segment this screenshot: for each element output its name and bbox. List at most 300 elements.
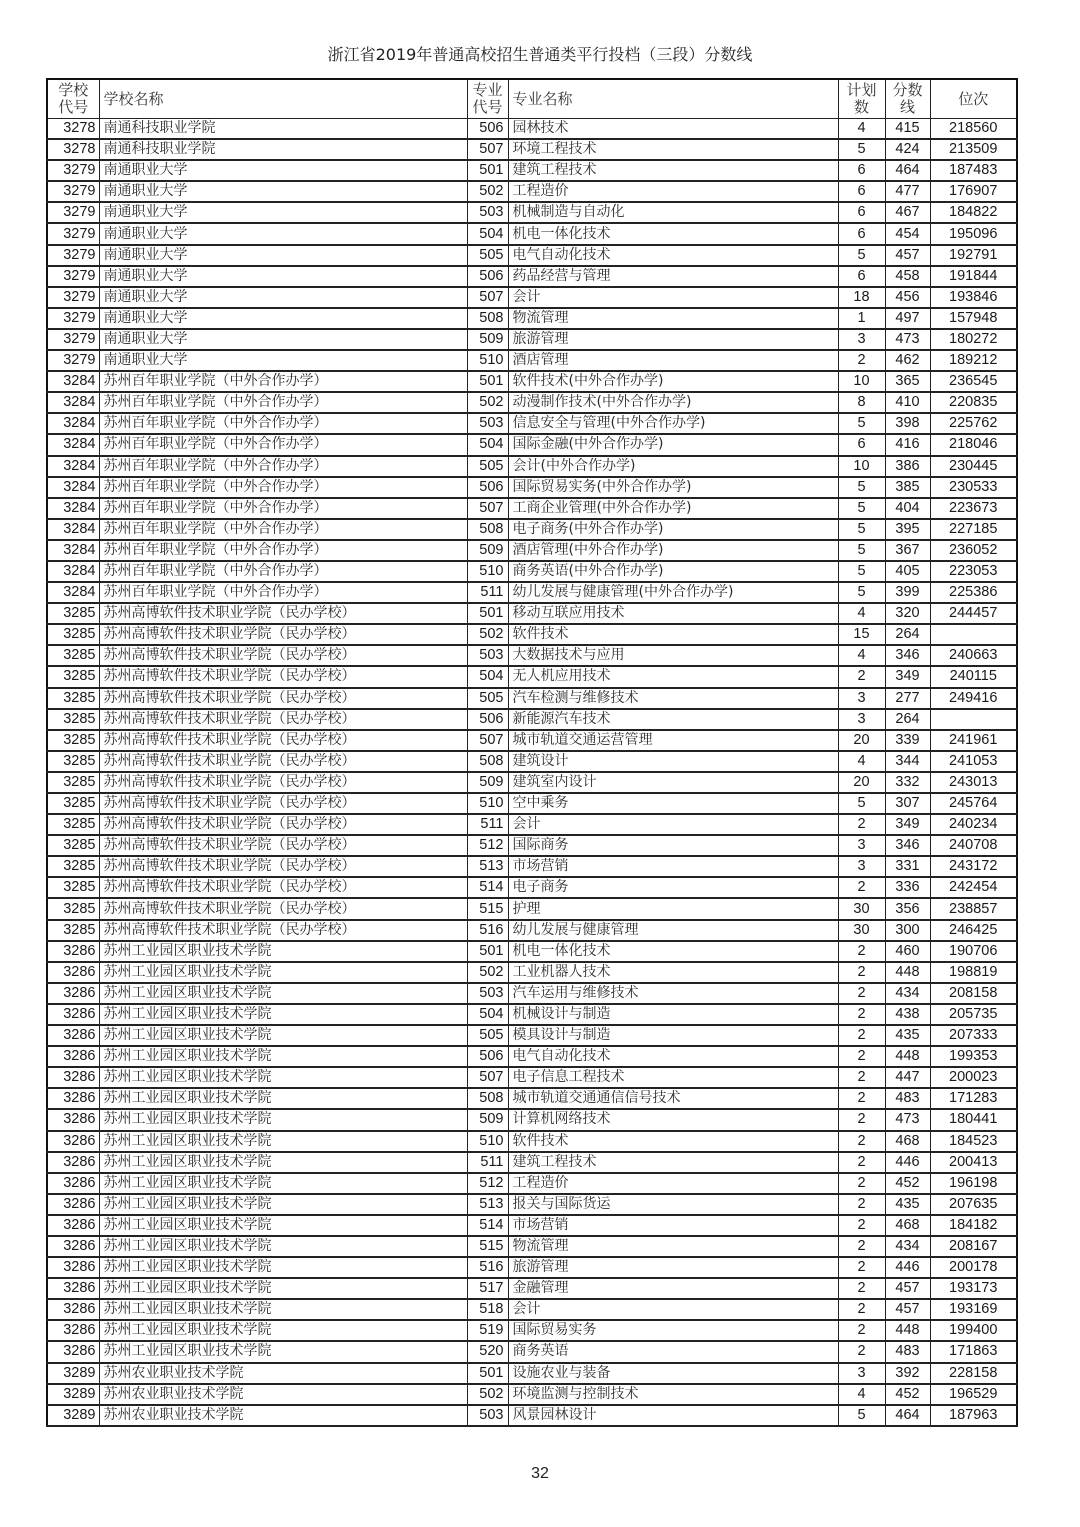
plan-count-cell: 2	[838, 1257, 885, 1278]
major-name-cell: 建筑室内设计	[508, 772, 838, 793]
major-name-cell: 酒店管理	[508, 350, 838, 371]
school-name-cell: 苏州高博软件技术职业学院（民办学校）	[99, 603, 467, 624]
plan-count-cell: 2	[838, 1194, 885, 1215]
school-name-cell: 苏州工业园区职业技术学院	[99, 1088, 467, 1109]
major-code-cell: 509	[467, 1109, 508, 1130]
major-name-cell: 工商企业管理(中外合作办学)	[508, 498, 838, 519]
score-line-cell: 468	[885, 1131, 930, 1152]
major-code-cell: 507	[467, 730, 508, 751]
table-row	[47, 1320, 1017, 1341]
major-name-cell: 汽车检测与维修技术	[508, 688, 838, 709]
major-code-cell: 509	[467, 540, 508, 561]
school-name-cell: 苏州工业园区职业技术学院	[99, 1004, 467, 1025]
major-name-cell: 幼儿发展与健康管理	[508, 920, 838, 941]
score-line-cell: 277	[885, 688, 930, 709]
table-row	[47, 139, 1017, 160]
school-name-cell: 苏州百年职业学院（中外合作办学）	[99, 413, 467, 434]
major-name-cell: 国际金融(中外合作办学)	[508, 434, 838, 455]
major-code-cell: 508	[467, 1088, 508, 1109]
score-line-cell: 356	[885, 898, 930, 919]
plan-count-cell: 4	[838, 603, 885, 624]
table-row	[47, 561, 1017, 582]
school-name-cell: 苏州高博软件技术职业学院（民办学校）	[99, 898, 467, 919]
table-row	[47, 793, 1017, 814]
score-line-cell: 410	[885, 392, 930, 413]
school-code-cell: 3285	[47, 793, 99, 814]
score-line-cell: 344	[885, 751, 930, 772]
header-plan	[838, 79, 885, 119]
table-row	[47, 413, 1017, 434]
school-name-cell: 苏州高博软件技术职业学院（民办学校）	[99, 730, 467, 751]
rank-cell: 171283	[930, 1088, 1017, 1109]
score-line-cell: 448	[885, 1320, 930, 1341]
rank-cell: 193173	[930, 1278, 1017, 1299]
major-code-cell: 502	[467, 1384, 508, 1405]
table-row	[47, 1299, 1017, 1320]
score-line-cell: 320	[885, 603, 930, 624]
major-name-cell: 会计	[508, 1299, 838, 1320]
school-code-cell: 3284	[47, 434, 99, 455]
document-title: 浙江省2019年普通高校招生普通类平行投档（三段）分数线	[327, 45, 753, 64]
rank-cell: 207635	[930, 1194, 1017, 1215]
school-code-cell: 3286	[47, 1131, 99, 1152]
score-line-cell: 435	[885, 1194, 930, 1215]
rank-cell: 157948	[930, 308, 1017, 329]
plan-count-cell: 5	[838, 540, 885, 561]
major-code-cell: 510	[467, 561, 508, 582]
table-row	[47, 582, 1017, 603]
rank-cell: 193846	[930, 287, 1017, 308]
score-line-cell: 434	[885, 1236, 930, 1257]
school-code-cell: 3285	[47, 772, 99, 793]
major-code-cell: 509	[467, 329, 508, 350]
major-code-cell: 504	[467, 1004, 508, 1025]
table-row	[47, 983, 1017, 1004]
major-name-cell: 金融管理	[508, 1278, 838, 1299]
plan-count-cell: 5	[838, 498, 885, 519]
major-name-cell: 城市轨道交通通信信号技术	[508, 1088, 838, 1109]
major-name-cell: 机械制造与自动化	[508, 202, 838, 223]
table-row	[47, 223, 1017, 244]
table-row	[47, 856, 1017, 877]
school-name-cell: 苏州工业园区职业技术学院	[99, 1046, 467, 1067]
school-name-cell: 苏州百年职业学院（中外合作办学）	[99, 519, 467, 540]
table-row	[47, 1278, 1017, 1299]
major-name-cell: 工程造价	[508, 1173, 838, 1194]
table-row	[47, 709, 1017, 730]
rank-cell: 225386	[930, 582, 1017, 603]
major-name-cell: 大数据技术与应用	[508, 645, 838, 666]
major-code-cell: 503	[467, 202, 508, 223]
plan-count-cell: 2	[838, 877, 885, 898]
major-name-cell: 汽车运用与维修技术	[508, 983, 838, 1004]
major-name-cell: 环境工程技术	[508, 139, 838, 160]
major-code-cell: 507	[467, 498, 508, 519]
score-line-cell: 462	[885, 350, 930, 371]
score-line-cell: 415	[885, 119, 930, 140]
school-code-cell: 3286	[47, 1152, 99, 1173]
major-code-cell: 506	[467, 1046, 508, 1067]
school-code-cell: 3286	[47, 1173, 99, 1194]
score-line-cell: 460	[885, 941, 930, 962]
plan-count-cell: 2	[838, 1025, 885, 1046]
major-code-cell: 505	[467, 688, 508, 709]
major-code-cell: 502	[467, 181, 508, 202]
score-line-cell: 398	[885, 413, 930, 434]
score-line-cell: 457	[885, 1278, 930, 1299]
school-name-cell: 苏州工业园区职业技术学院	[99, 1194, 467, 1215]
school-name-cell: 苏州工业园区职业技术学院	[99, 1278, 467, 1299]
major-name-cell: 会计	[508, 814, 838, 835]
major-name-cell: 设施农业与装备	[508, 1363, 838, 1384]
major-code-cell: 504	[467, 434, 508, 455]
major-code-cell: 516	[467, 920, 508, 941]
school-name-cell: 苏州工业园区职业技术学院	[99, 1257, 467, 1278]
rank-cell: 193169	[930, 1299, 1017, 1320]
rank-cell: 223053	[930, 561, 1017, 582]
major-name-cell: 商务英语	[508, 1341, 838, 1362]
major-name-cell: 国际贸易实务(中外合作办学)	[508, 477, 838, 498]
major-name-cell: 电气自动化技术	[508, 245, 838, 266]
rank-cell: 227185	[930, 519, 1017, 540]
rank-cell: 218046	[930, 434, 1017, 455]
major-name-cell: 机电一体化技术	[508, 941, 838, 962]
major-name-cell: 护理	[508, 898, 838, 919]
major-name-cell: 工程造价	[508, 181, 838, 202]
table-row	[47, 962, 1017, 983]
table-row	[47, 1363, 1017, 1384]
score-line-cell: 349	[885, 814, 930, 835]
score-line-cell: 435	[885, 1025, 930, 1046]
school-name-cell: 苏州高博软件技术职业学院（民办学校）	[99, 772, 467, 793]
score-line-cell: 457	[885, 1299, 930, 1320]
rank-cell: 243172	[930, 856, 1017, 877]
school-name-cell: 苏州高博软件技术职业学院（民办学校）	[99, 877, 467, 898]
rank-cell: 192791	[930, 245, 1017, 266]
school-name-cell: 南通科技职业学院	[99, 119, 467, 140]
major-code-cell: 515	[467, 898, 508, 919]
rank-cell: 213509	[930, 139, 1017, 160]
school-code-cell: 3286	[47, 962, 99, 983]
major-name-cell: 建筑设计	[508, 751, 838, 772]
school-name-cell: 南通职业大学	[99, 181, 467, 202]
score-line-cell: 346	[885, 835, 930, 856]
score-line-cell: 464	[885, 1405, 930, 1426]
plan-count-cell: 4	[838, 751, 885, 772]
score-line-cell: 365	[885, 371, 930, 392]
score-line-cell: 464	[885, 160, 930, 181]
header-school-code-line1: 学校	[58, 81, 89, 99]
table-row	[47, 160, 1017, 181]
rank-cell	[930, 709, 1017, 730]
major-name-cell: 软件技术(中外合作办学)	[508, 371, 838, 392]
plan-count-cell: 2	[838, 1088, 885, 1109]
school-name-cell: 苏州百年职业学院（中外合作办学）	[99, 456, 467, 477]
school-name-cell: 苏州高博软件技术职业学院（民办学校）	[99, 856, 467, 877]
school-code-cell: 3286	[47, 1194, 99, 1215]
rank-cell: 205735	[930, 1004, 1017, 1025]
table-row	[47, 371, 1017, 392]
score-line-cell: 446	[885, 1257, 930, 1278]
school-name-cell: 苏州工业园区职业技术学院	[99, 1320, 467, 1341]
rank-cell: 184182	[930, 1215, 1017, 1236]
major-code-cell: 504	[467, 666, 508, 687]
table-row	[47, 1152, 1017, 1173]
plan-count-cell: 1	[838, 308, 885, 329]
score-line-cell: 367	[885, 540, 930, 561]
plan-count-cell: 10	[838, 371, 885, 392]
major-code-cell: 503	[467, 983, 508, 1004]
major-code-cell: 512	[467, 1173, 508, 1194]
plan-count-cell: 5	[838, 519, 885, 540]
table-row	[47, 1173, 1017, 1194]
table-row	[47, 181, 1017, 202]
header-major-code-line1: 专业	[472, 81, 503, 99]
school-name-cell: 苏州工业园区职业技术学院	[99, 983, 467, 1004]
school-name-cell: 苏州农业职业技术学院	[99, 1405, 467, 1426]
rank-cell: 249416	[930, 688, 1017, 709]
school-name-cell: 南通职业大学	[99, 329, 467, 350]
school-name-cell: 苏州工业园区职业技术学院	[99, 1215, 467, 1236]
score-line-cell: 307	[885, 793, 930, 814]
school-name-cell: 苏州工业园区职业技术学院	[99, 1131, 467, 1152]
school-code-cell: 3284	[47, 392, 99, 413]
major-code-cell: 502	[467, 392, 508, 413]
major-code-cell: 511	[467, 814, 508, 835]
table-row	[47, 688, 1017, 709]
school-name-cell: 苏州工业园区职业技术学院	[99, 1236, 467, 1257]
major-name-cell: 模具设计与制造	[508, 1025, 838, 1046]
school-name-cell: 南通职业大学	[99, 202, 467, 223]
rank-cell: 196529	[930, 1384, 1017, 1405]
major-name-cell: 工业机器人技术	[508, 962, 838, 983]
score-line-cell: 448	[885, 1046, 930, 1067]
major-name-cell: 报关与国际货运	[508, 1194, 838, 1215]
school-code-cell: 3284	[47, 519, 99, 540]
school-name-cell: 苏州农业职业技术学院	[99, 1384, 467, 1405]
header-score	[885, 79, 930, 119]
rank-cell: 187483	[930, 160, 1017, 181]
school-name-cell: 苏州百年职业学院（中外合作办学）	[99, 371, 467, 392]
rank-cell: 236545	[930, 371, 1017, 392]
rank-cell: 220835	[930, 392, 1017, 413]
header-score-line2: 线	[899, 98, 915, 116]
score-line-cell: 452	[885, 1384, 930, 1405]
school-code-cell: 3286	[47, 1299, 99, 1320]
table-row	[47, 498, 1017, 519]
table-row	[47, 1384, 1017, 1405]
rank-cell: 244457	[930, 603, 1017, 624]
plan-count-cell: 2	[838, 1004, 885, 1025]
score-line-cell: 477	[885, 181, 930, 202]
school-name-cell: 苏州工业园区职业技术学院	[99, 941, 467, 962]
major-name-cell: 国际商务	[508, 835, 838, 856]
major-code-cell: 502	[467, 962, 508, 983]
rank-cell: 171863	[930, 1341, 1017, 1362]
score-line-cell: 300	[885, 920, 930, 941]
major-code-cell: 505	[467, 456, 508, 477]
school-name-cell: 南通职业大学	[99, 223, 467, 244]
plan-count-cell: 5	[838, 477, 885, 498]
school-name-cell: 苏州高博软件技术职业学院（民办学校）	[99, 645, 467, 666]
score-line-cell: 346	[885, 645, 930, 666]
school-name-cell: 苏州高博软件技术职业学院（民办学校）	[99, 688, 467, 709]
major-name-cell: 机电一体化技术	[508, 223, 838, 244]
major-name-cell: 建筑工程技术	[508, 1152, 838, 1173]
table-row	[47, 1088, 1017, 1109]
table-row	[47, 1236, 1017, 1257]
school-code-cell: 3279	[47, 245, 99, 266]
major-code-cell: 510	[467, 350, 508, 371]
table-row	[47, 119, 1017, 140]
major-name-cell: 市场营销	[508, 1215, 838, 1236]
table-row	[47, 350, 1017, 371]
major-code-cell: 511	[467, 582, 508, 603]
rank-cell: 240115	[930, 666, 1017, 687]
school-name-cell: 苏州百年职业学院（中外合作办学）	[99, 561, 467, 582]
score-line-cell: 448	[885, 962, 930, 983]
major-code-cell: 511	[467, 1152, 508, 1173]
plan-count-cell: 30	[838, 920, 885, 941]
major-code-cell: 508	[467, 751, 508, 772]
rank-cell: 230533	[930, 477, 1017, 498]
plan-count-cell: 5	[838, 413, 885, 434]
table-row	[47, 730, 1017, 751]
school-code-cell: 3285	[47, 898, 99, 919]
rank-cell: 180272	[930, 329, 1017, 350]
table-row	[47, 287, 1017, 308]
table-row	[47, 434, 1017, 455]
rank-cell: 200413	[930, 1152, 1017, 1173]
major-code-cell: 505	[467, 1025, 508, 1046]
header-major-name: 专业名称	[508, 79, 838, 119]
major-name-cell: 酒店管理(中外合作办学)	[508, 540, 838, 561]
table-row	[47, 835, 1017, 856]
table-row	[47, 1067, 1017, 1088]
table-row	[47, 1341, 1017, 1362]
school-name-cell: 苏州百年职业学院（中外合作办学）	[99, 582, 467, 603]
score-line-cell: 332	[885, 772, 930, 793]
table-row	[47, 1194, 1017, 1215]
school-name-cell: 苏州百年职业学院（中外合作办学）	[99, 540, 467, 561]
rank-cell: 184523	[930, 1131, 1017, 1152]
header-major-code-line2: 代号	[472, 98, 503, 116]
plan-count-cell: 2	[838, 814, 885, 835]
table-row	[47, 1004, 1017, 1025]
school-name-cell: 苏州高博软件技术职业学院（民办学校）	[99, 666, 467, 687]
table-row	[47, 1046, 1017, 1067]
header-plan-line2: 数	[853, 98, 869, 116]
school-name-cell: 南通科技职业学院	[99, 139, 467, 160]
rank-cell: 223673	[930, 498, 1017, 519]
school-name-cell: 苏州工业园区职业技术学院	[99, 1025, 467, 1046]
major-name-cell: 软件技术	[508, 1131, 838, 1152]
header-school-name: 学校名称	[99, 79, 467, 119]
table-header-row	[47, 79, 1017, 119]
header-score-line1: 分数	[892, 81, 923, 99]
score-line-cell: 434	[885, 983, 930, 1004]
major-code-cell: 504	[467, 223, 508, 244]
score-line-cell: 447	[885, 1067, 930, 1088]
plan-count-cell: 2	[838, 1173, 885, 1194]
plan-count-cell: 20	[838, 730, 885, 751]
plan-count-cell: 2	[838, 1278, 885, 1299]
school-code-cell: 3285	[47, 730, 99, 751]
major-name-cell: 城市轨道交通运营管理	[508, 730, 838, 751]
major-name-cell: 药品经营与管理	[508, 266, 838, 287]
plan-count-cell: 20	[838, 772, 885, 793]
major-code-cell: 503	[467, 413, 508, 434]
rank-cell: 187963	[930, 1405, 1017, 1426]
major-code-cell: 503	[467, 645, 508, 666]
school-name-cell: 苏州高博软件技术职业学院（民办学校）	[99, 751, 467, 772]
major-name-cell: 国际贸易实务	[508, 1320, 838, 1341]
score-line-cell: 483	[885, 1088, 930, 1109]
plan-count-cell: 3	[838, 856, 885, 877]
school-name-cell: 苏州工业园区职业技术学院	[99, 1152, 467, 1173]
score-line-cell: 458	[885, 266, 930, 287]
major-name-cell: 电子信息工程技术	[508, 1067, 838, 1088]
school-name-cell: 苏州农业职业技术学院	[99, 1363, 467, 1384]
table-row	[47, 392, 1017, 413]
table-body	[47, 119, 1017, 1426]
plan-count-cell: 18	[838, 287, 885, 308]
school-code-cell: 3285	[47, 920, 99, 941]
school-name-cell: 南通职业大学	[99, 266, 467, 287]
school-code-cell: 3286	[47, 1109, 99, 1130]
school-name-cell: 苏州工业园区职业技术学院	[99, 1173, 467, 1194]
score-line-cell: 399	[885, 582, 930, 603]
major-code-cell: 502	[467, 624, 508, 645]
table-row	[47, 877, 1017, 898]
school-code-cell: 3279	[47, 308, 99, 329]
major-name-cell: 电子商务(中外合作办学)	[508, 519, 838, 540]
school-name-cell: 南通职业大学	[99, 308, 467, 329]
school-code-cell: 3286	[47, 1088, 99, 1109]
score-line-cell: 386	[885, 456, 930, 477]
major-code-cell: 520	[467, 1341, 508, 1362]
score-line-cell: 467	[885, 202, 930, 223]
major-name-cell: 软件技术	[508, 624, 838, 645]
school-code-cell: 3285	[47, 835, 99, 856]
score-line-cell: 457	[885, 245, 930, 266]
major-code-cell: 506	[467, 477, 508, 498]
table-row	[47, 477, 1017, 498]
major-name-cell: 移动互联应用技术	[508, 603, 838, 624]
plan-count-cell: 3	[838, 688, 885, 709]
admission-score-table	[46, 78, 1018, 1427]
table-row	[47, 266, 1017, 287]
major-name-cell: 无人机应用技术	[508, 666, 838, 687]
plan-count-cell: 5	[838, 582, 885, 603]
score-line-cell: 454	[885, 223, 930, 244]
score-line-cell: 424	[885, 139, 930, 160]
school-code-cell: 3285	[47, 624, 99, 645]
table-row	[47, 456, 1017, 477]
table-row	[47, 1405, 1017, 1426]
score-line-cell: 395	[885, 519, 930, 540]
major-code-cell: 514	[467, 1215, 508, 1236]
major-code-cell: 517	[467, 1278, 508, 1299]
plan-count-cell: 5	[838, 139, 885, 160]
school-code-cell: 3284	[47, 477, 99, 498]
table-row	[47, 941, 1017, 962]
rank-cell: 180441	[930, 1109, 1017, 1130]
major-code-cell: 506	[467, 266, 508, 287]
major-name-cell: 市场营销	[508, 856, 838, 877]
table-row	[47, 666, 1017, 687]
page-number: 32	[531, 1465, 549, 1482]
